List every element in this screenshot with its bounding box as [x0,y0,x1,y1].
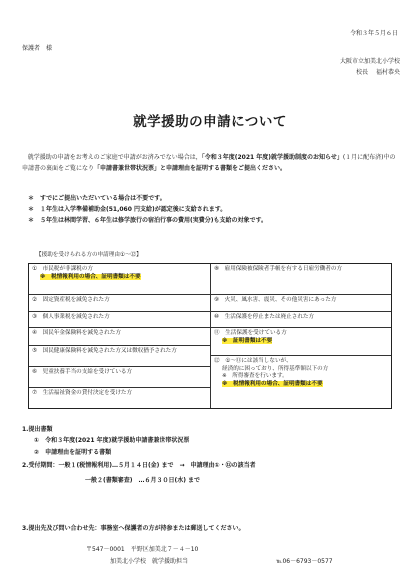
intro-distributed: (１月に配布済) [342,154,384,161]
table-caption: 【援助を受けられる方の申請理由①～⑫】 [36,252,142,258]
table-cell: ① 市民税が非課税の方 ※ 税情報利用の場合、証明書類は不要 [29,264,211,295]
table-cell: ⑧ 雇用保険被保険者手帳を有する日雇労働者の方 [211,264,391,295]
intro-forms: 「申請書兼世帯状況票」と申請理由を証明する書類をご提出ください。 [94,164,287,172]
recipient: 保護者 様 [22,45,53,52]
highlight-note: ※ 証明書類は不要 [222,337,273,344]
page-title: 就学援助の申請について [133,114,287,130]
table-cell: ⑪ 生活保護を受けている方 ※ 証明書類は不要 [211,328,391,356]
eligibility-table [28,263,392,409]
document-date: 令和３年５月６日 [349,30,398,37]
intro-doc-name: 「令和３年度(2021 年度)就学援助制度のお知らせ」 [201,154,343,161]
table-cell: ④ 国民年金保険料を減免された方 [29,328,211,346]
table-cell: ⑩ 生活保護を停止または廃止された方 [211,312,391,328]
highlight-note: ※ 税情報利用の場合、証明書類は不要 [222,380,323,387]
note-item: ＊ ５年生は林間学習、６年生は修学旅行の宿泊行事の費用(実費分)も支給の対象です。 [28,217,268,224]
intro-text-2: 中の申請書の裏面をご覧になり [22,154,396,172]
document-item: ① 令和３年度(2021 年度)就学援助申請書兼世帯状況票 [34,437,190,444]
contact-address: 〒547－0001 平野区加美北７－４－10 [86,546,199,553]
highlight-note: ※ 税情報利用の場合、証明書類は不要 [40,273,141,280]
contact-phone: ℡06－6793－0577 [276,558,333,565]
contact-heading: 3.提出先及び問い合わせ先：事務室へ保護者の方が持参または郵送してください。 [22,525,245,532]
table-cell: ② 固定資産税を減免された方 [29,295,211,312]
reception-period-2: 一般２(書類審査) …６月３０日(水) まで [85,477,201,484]
intro-paragraph [22,153,400,174]
section-required-documents: 1.提出書類 [22,426,53,433]
reception-period: 2.受付期間：一般１(税情報利用)…５月１４日(金) まで → 申請理由①・⑫の該当者 [22,462,256,469]
school-name: 大阪市立加美北小学校 [339,58,400,65]
principal-name: 校長 福村恭央 [356,69,400,76]
table-cell: ⑫ ①～⑪には該当しないが、 経済的に困っており、所得基準額以下の方 ※ 所得審査を行います。 ※ 税情報利用の場合、証明書類は不要 [214,358,329,387]
document-item: ② 申請理由を証明する書類 [34,449,112,456]
table-cell: ⑦ 生活福祉資金の貸付決定を受けた方 [29,388,211,408]
table-cell: ⑨ 火災、風水害、震災、その他災害にあった方 [211,295,391,312]
table-cell: ⑤ 国民健康保険料を減免された方又は徴収猶予された方 [29,346,211,367]
table-cell: ⑥ 児童扶養手当の支給を受けている方 [29,367,211,388]
note-item: ＊ すでにご提出いただいている場合は不要です。 [28,195,166,202]
note-item: ＊ １年生は入学準備補助金(51,060 円支給)が認定後に支給されます。 [28,206,227,213]
table-cell: ③ 個人事業税を減免された方 [29,312,211,328]
intro-text: 就学援助の申請をお考えのご家庭で申請がお済みでない場合は， [27,154,202,161]
contact-department: 加美北小学校 就学援助担当 [110,558,189,565]
